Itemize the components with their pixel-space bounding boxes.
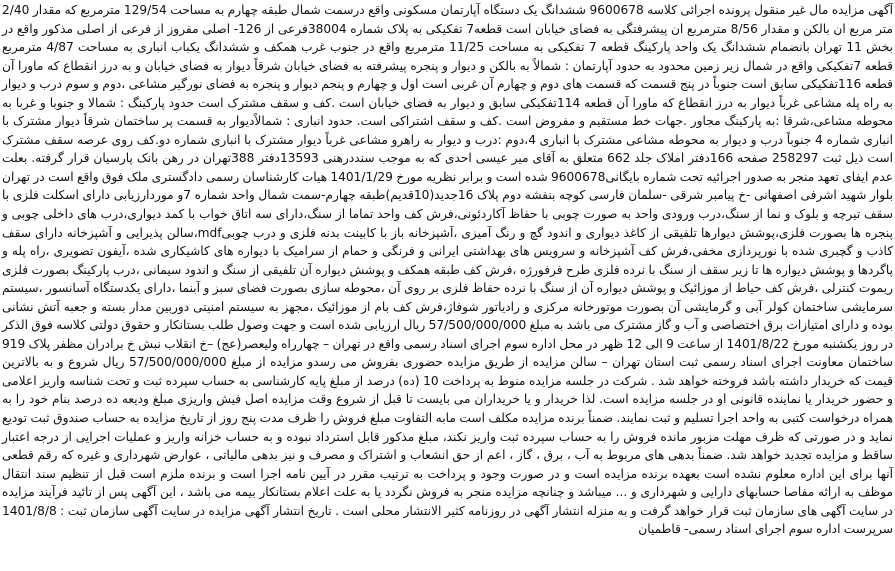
auction-notice-body: آگهی مزایده مال غیر منقول پرونده اجرائی کلاسه 9600678 ششدانگ یک دستگاه آپارتمان مسکونی واقع درسمت شمال طبقه چهارم به مساحت 129/54 مترمربع که مقدار 2/40 متر مربع ان بالکن و مقدار 8/56 مترمربع ان پیشرفتگی به فضای خیابان است قطعه7 تفکیکی به پلاک شماره 38004فرعی از 126- اصلی مفروز از فرعی از اصلی مذکور واقع در بخش 11 تهران بانضمام ششدانگ یک واحد پارکینگ قطعه 7 تفکیکی به مساحت 11/25 مترمربع واقع در جنوب غرب همکف و ششدانگ یکباب انباری به مساحت 4/87 مترمربع قطعه 7تفکیکی واقع در شمال زیر زمین محدود به حدود آپارتمان : شمالاً به بالکن و دیوار و پنجره پیشرفته به فضای خیابان شرقاً دیوار به فضای خیابان و به درز انقطاع که ماورا آن قطعه 116تفکیکی سابق است جنوباً در پنج قسمت که قسمت های دوم و چهارم آن غربی است اول و چهارم و پنجم دیوار و پنجره به فضای نورگیر مشاعی ،دوم و سوم درب و دیوار به راه پله مشاعی غرباً دیوار به درز انقطاع که ماورا آن قطعه 114تفکیکی سابق و دیوار به فضای خیابان است .کف و سقف مشترک است حدود پارکینگ : شمالا و جنوبا و غربا به محوطه مشاعی،شرقا :به پارکینگ مجاور .جهات خط مستقیم و مفروض است .کف و سقف اشتراکی است. حدود انباری : شمالاًدیوار به قسمت پر ساختمان شرقاً دیوار مشترک با انباری شماره 4 جنوباً درب و دیوار به محوطه مشاعی مشترک با انباری 4،دوم :درب و دیوار به راهرو مشاعی غرباً دیوار مشترک با انباری شماره دو.کف روی عرصه سقف مشترک است ذیل ثبت 258297 صفحه 166دفتر املاک جلد 662 متعلق به آقای میر عیسی احدی که به موجب سنددرهنی 13593دفتر 388تهران در رهن بانک پارسیان قرار گرفته. بعلت عدم ایفای تعهد منجر به صدور اجرائیه تحت شماره بایگانی9600678 شده است و برابر نظریه مورخ 1401/1/29 هیات کارشناسان رسمی دادگستری ملک فوق واقع است در تهران بلوار شهید اشرفی اصفهانی -خ پیامبر شرقی -سلمان فارسی کوچه بنفشه دوم پلاک 16جدید(10قدیم)طبقه چهارم-سمت شمال واحد شماره 7و موردارزیابی دارای اسکلت فلزی با سقف تیرچه و بلوک و نما از سنگ،درب ورودی واحد به صورت چوبی با حفاظ آکاردئونی،فرش کف واحد تماما از سنگ،دارای سه اتاق خواب با کمد دیواری،درب های داخلی چوبی و پنجره ها بصورت فلزی،پوشش دیوارها تلفیقی از کاغذ دیواری و اندود گچ و رنگ آمیزی ،آشپزخانه باز با کابینت بدنه فلزی و درب چوبیmdf،سالن پذیرایی و آشپزخانه دارای سقف کاذب و گچبری شده با نورپردازی مخفی،فرش کف آشپزخانه و سرویس های بهداشتی ایرانی و فرنگی و حمام از سرامیک با دیواره های کاشیکاری شده ،آیفون تصویری ،راه پله و پاگردها و پوشش دیواره ها تا زیر سقف از سنگ با نرده فلزی طرح فرفورژه ،فرش کف طبقه همکف و پوشش دیواره آن تلفیقی از سنگ و اندود سیمانی ،درب پارکینگ بصورت فلزی ریموت کنترلی ،فرش کف حیاط از موزائیک و پوشش دیواره آن از سنگ با نرده حفاظ فلزی بر روی آن ،محوطه سازی بصورت فضای سبز و آبنما ،دارای یکدستگاه آسانسور ،سیستم سرمایشی ساختمان کولر آبی و گرمایشی آن بصورت موتورخانه مرکزی و رادیاتور شوفاژ،فرش کف بام از موزائیک ،مجهز به سیستم امنیتی دوربین مدار بسته و جعبه آتش نشانی بوده و دارای امتیازات برق اختصاصی و آب و گاز مشترک می باشد به مبلغ 57/500/000/000 ریال ارزیابی شده است و جهت وصول طلب بستانکار و حقوق دولتی کلاسه فوق الذکر در روز یکشنبه مورخ 1401/8/22 از ساعت 9 الی 12 ظهر در محل اداره سوم اجرای اسناد رسمی واقع در تهران – چهارراه ولیعصر(عج) –خ انقلاب نبش خ برادران مظفر پلاک 919 ساختمان معاونت اجرای اسناد رسمی ثبت استان تهران – سالن مزایده از طریق مزایده حضوری بفروش می رسدو مزایده از مبلغ 57/500/000/000 ریال شروع و به بالاترین قیمت که خریدار داشته باشد فروخته خواهد شد . شرکت در جلسه مزایده منوط به پرداخت 10 (ده) درصد از مبلغ پایه کارشناسی به حساب سپرده ثبت و تحت شناسه واریز اعلامی و حضور خریدار یا نماینده قانونی او در جلسه مزایده است. لذا خریدار و یا خریداران می بایست تا قبل از شروع وقت مزایده اصل فیش واریزی مبلغ ودیعه ده درصد بنام خود را به همراه درخواست کتبی به واحد اجرا تسلیم و ثبت نمایند. ضمناً برنده مزایده مکلف است مابه التفاوت مبلغ فروش را ظرف مدت پنج روز از تاریخ مزایده به حساب صندوق ثبت تودیع نماید و در صورتی که ظرف مهلت مزبور مانده فروش را به حساب سپرده ثبت واریز نکند، مبلغ مذکور قابل استرداد نبوده و به حساب خزانه واریز و عملیات اجرایی از درجه اعتبار ساقط و مزایده تجدید خواهد شد. ضمناً بدهی های مربوط به آب ، برق ، گاز ، اعم از حق انشعاب و اشتراک و مصرف و نیز بدهی مالیاتی ، عوارض شهرداری و غیره که رقم قطعی آنها برای این اداره معلوم نشده است بعهده برنده مزایده است و در صورت وجود و پرداخت به ترتیب مقرر در آیین نامه اجرا است و برنده ملزم است قبل از تنظیم سند انتقال موظف به ارائه مفاصا حسابهای دارایی و شهرداری و ... میباشد و چنانچه مزایده منجر به فروش نگردد یا به علت اعلام بستانکار بیمه می باشد ، این آگهی پس از تائید فرآیند مزایده در سایت آگهی های سازمان ثبت قرار خواهد گرفت و به منزله انتشار آگهی در روزنامه کثیر الانتشار محلی است . تاریخ انتشار آگهی مزایده در سایت آگهی سازمان ثبت : 1401/8/8 سرپرست اداره سوم اجرای اسناد رسمی- قاطمیان [2,3,894,537]
